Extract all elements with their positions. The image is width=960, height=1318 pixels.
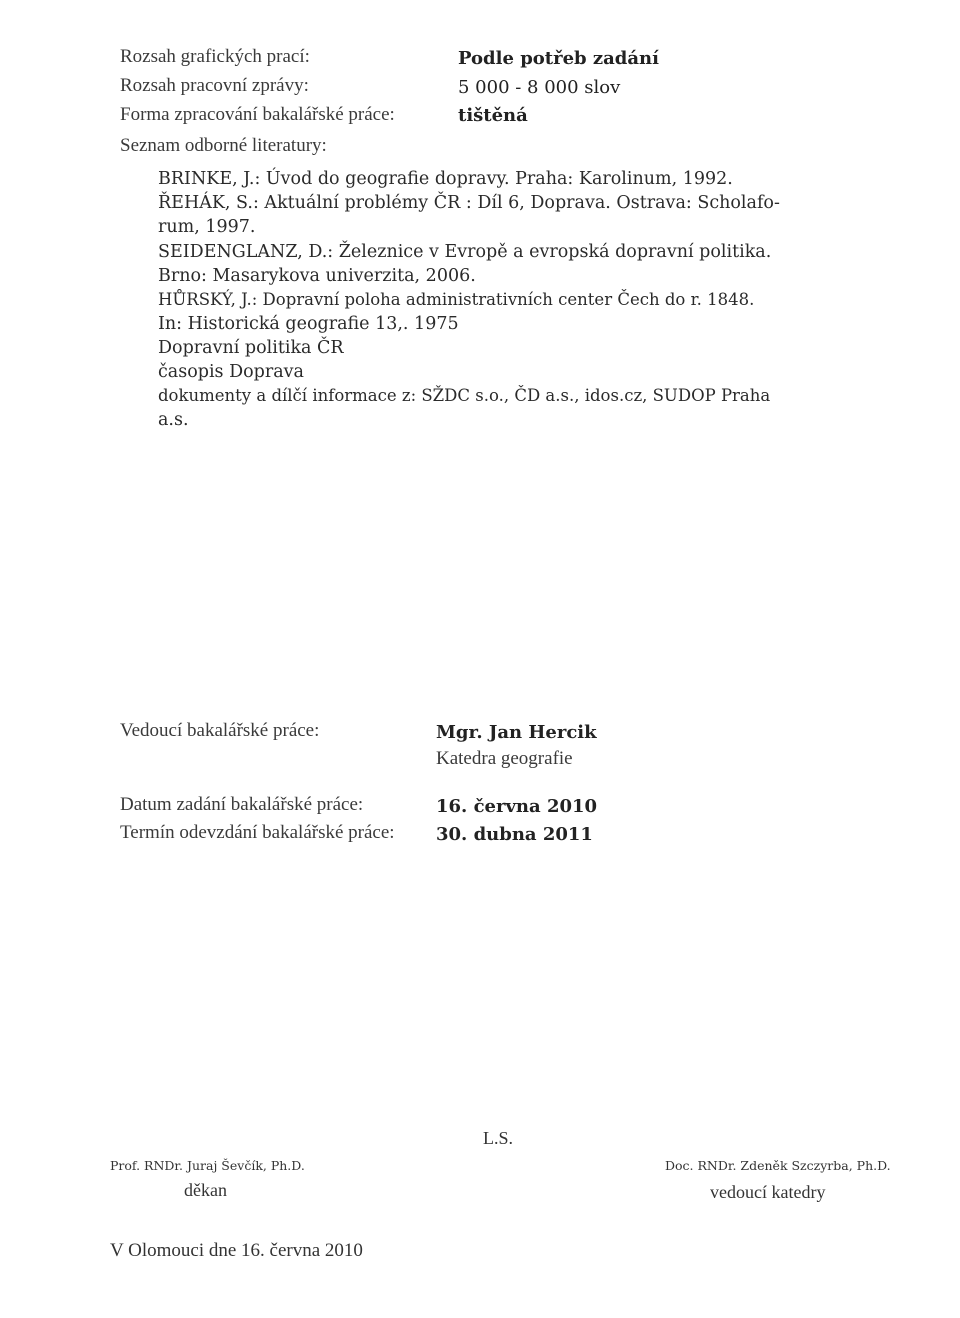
dean-role: děkan [184, 1180, 227, 1200]
literature-label: Seznam odborné literatury: [120, 135, 327, 156]
literature-line-2: ŘEHÁK, S.: Aktuální problémy ČR : Díl 6, Doprava. Ostrava: Scholafo- [158, 193, 780, 213]
literature-line-7: In: Historická geografie 13,. 1975 [158, 314, 459, 334]
literature-line-1: BRINKE, J.: Úvod do geografie dopravy. Praha: Karolinum, 1992. [158, 169, 733, 189]
header-value-report: 5 000 - 8 000 slov [458, 77, 621, 98]
dean-name: Prof. RNDr. Juraj Ševčík, Ph.D. [110, 1158, 305, 1173]
seal-mark: L.S. [483, 1128, 514, 1148]
assignment-date-label: Datum zadání bakalářské práce: [120, 794, 364, 815]
literature-line-4: SEIDENGLANZ, D.: Železnice v Evropě a evropská dopravní politika. [158, 242, 772, 262]
literature-line-6: HŮRSKÝ, J.: Dopravní poloha administrativních center Čech do r. 1848. [158, 290, 755, 309]
literature-line-5: Brno: Masarykova univerzita, 2006. [158, 266, 476, 286]
submission-date-value: 30. dubna 2011 [436, 824, 593, 845]
supervisor-label: Vedoucí bakalářské práce: [120, 720, 320, 741]
supervisor-department: Katedra geografie [436, 748, 573, 769]
header-label-graphics: Rozsah grafických prací: [120, 46, 310, 67]
head-of-department-role: vedoucí katedry [710, 1182, 826, 1202]
literature-line-3: rum, 1997. [158, 217, 256, 237]
literature-line-11: a.s. [158, 410, 189, 430]
header-label-report: Rozsah pracovní zprávy: [120, 75, 309, 96]
literature-line-10: dokumenty a dílčí informace z: SŽDC s.o., ČD a.s., idos.cz, SUDOP Praha [158, 386, 771, 405]
literature-line-9: časopis Doprava [158, 362, 304, 382]
place-date: V Olomouci dne 16. června 2010 [110, 1240, 363, 1261]
head-of-department-name: Doc. RNDr. Zdeněk Szczyrba, Ph.D. [665, 1158, 891, 1173]
assignment-date-value: 16. června 2010 [436, 796, 598, 817]
header-value-form: tištěná [458, 105, 528, 126]
header-label-form: Forma zpracování bakalářské práce: [120, 104, 395, 125]
literature-line-8: Dopravní politika ČR [158, 338, 344, 358]
submission-date-label: Termín odevzdání bakalářské práce: [120, 822, 395, 843]
supervisor-name: Mgr. Jan Hercik [436, 722, 597, 743]
header-value-graphics: Podle potřeb zadání [458, 48, 659, 69]
